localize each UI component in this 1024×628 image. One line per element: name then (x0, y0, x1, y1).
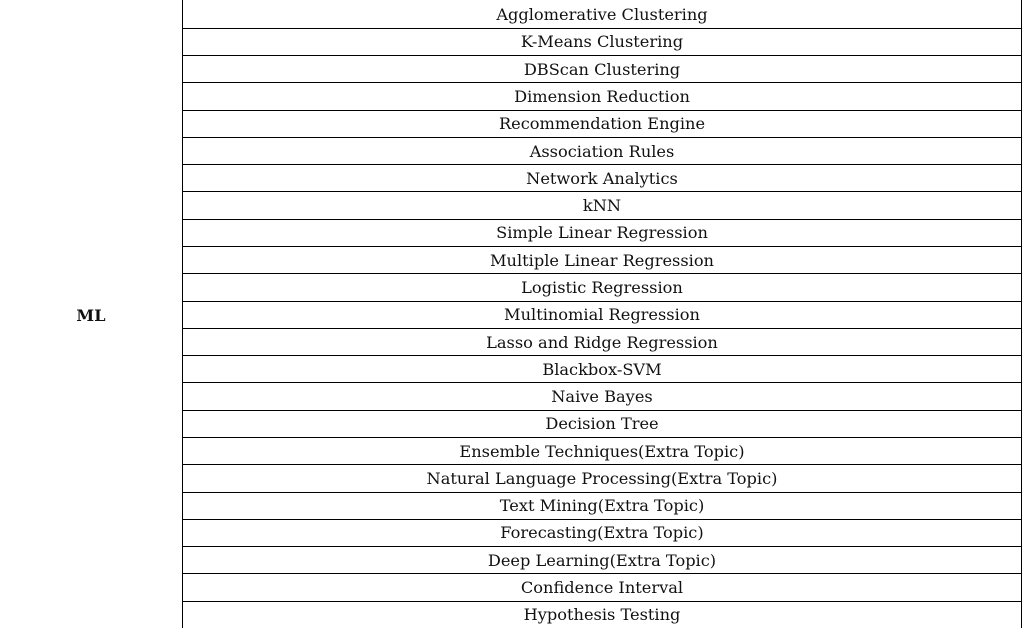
topic-label: Blackbox-SVM (542, 359, 662, 379)
topic-label: Agglomerative Clustering (496, 5, 708, 25)
topic-row (183, 28, 1021, 55)
category-cell (0, 0, 182, 628)
topic-label: Naive Bayes (551, 387, 653, 407)
topic-row (183, 137, 1021, 164)
topic-label: Hypothesis Testing (523, 605, 681, 625)
topics-column (183, 0, 1021, 628)
topic-label: Lasso and Ridge Regression (486, 332, 718, 352)
topic-label: Network Analytics (526, 168, 678, 188)
topic-row (183, 574, 1021, 601)
topic-label: Recommendation Engine (498, 114, 706, 134)
topic-row (183, 328, 1021, 355)
topic-label: DBScan Clustering (523, 59, 681, 79)
topic-label: kNN (582, 196, 622, 216)
topic-row (183, 301, 1021, 328)
topic-label: Logistic Regression (521, 277, 683, 297)
topic-row (183, 601, 1021, 628)
topic-row (183, 356, 1021, 383)
topic-row (183, 165, 1021, 192)
topic-row (183, 410, 1021, 437)
topic-row (183, 465, 1021, 492)
topic-label: Simple Linear Regression (496, 223, 708, 243)
topic-row (183, 274, 1021, 301)
topic-label: Decision Tree (545, 414, 659, 434)
topic-row (183, 56, 1021, 83)
topic-label: Ensemble Techniques(Extra Topic) (459, 441, 745, 461)
topic-label: Association Rules (529, 141, 675, 161)
category-label: ML (76, 305, 106, 325)
table-right-border (1021, 0, 1022, 628)
topic-row (183, 1, 1021, 28)
topic-row (183, 83, 1021, 110)
topic-row (183, 437, 1021, 464)
topic-label: Natural Language Processing(Extra Topic) (426, 468, 778, 488)
topic-label: Dimension Reduction (514, 86, 690, 106)
topic-row (183, 247, 1021, 274)
topic-row (183, 192, 1021, 219)
topic-label: K-Means Clustering (520, 32, 684, 52)
topic-row (183, 383, 1021, 410)
topic-row (183, 547, 1021, 574)
topic-label: Deep Learning(Extra Topic) (487, 550, 717, 570)
topic-row (183, 492, 1021, 519)
topic-label: Confidence Interval (520, 578, 684, 598)
topic-row (183, 110, 1021, 137)
topic-row (183, 519, 1021, 546)
topic-label: Multiple Linear Regression (489, 250, 714, 270)
topic-label: Multinomial Regression (504, 305, 700, 325)
topic-label: Text Mining(Extra Topic) (499, 496, 705, 516)
topic-row (183, 219, 1021, 246)
topic-label: Forecasting(Extra Topic) (500, 523, 704, 543)
